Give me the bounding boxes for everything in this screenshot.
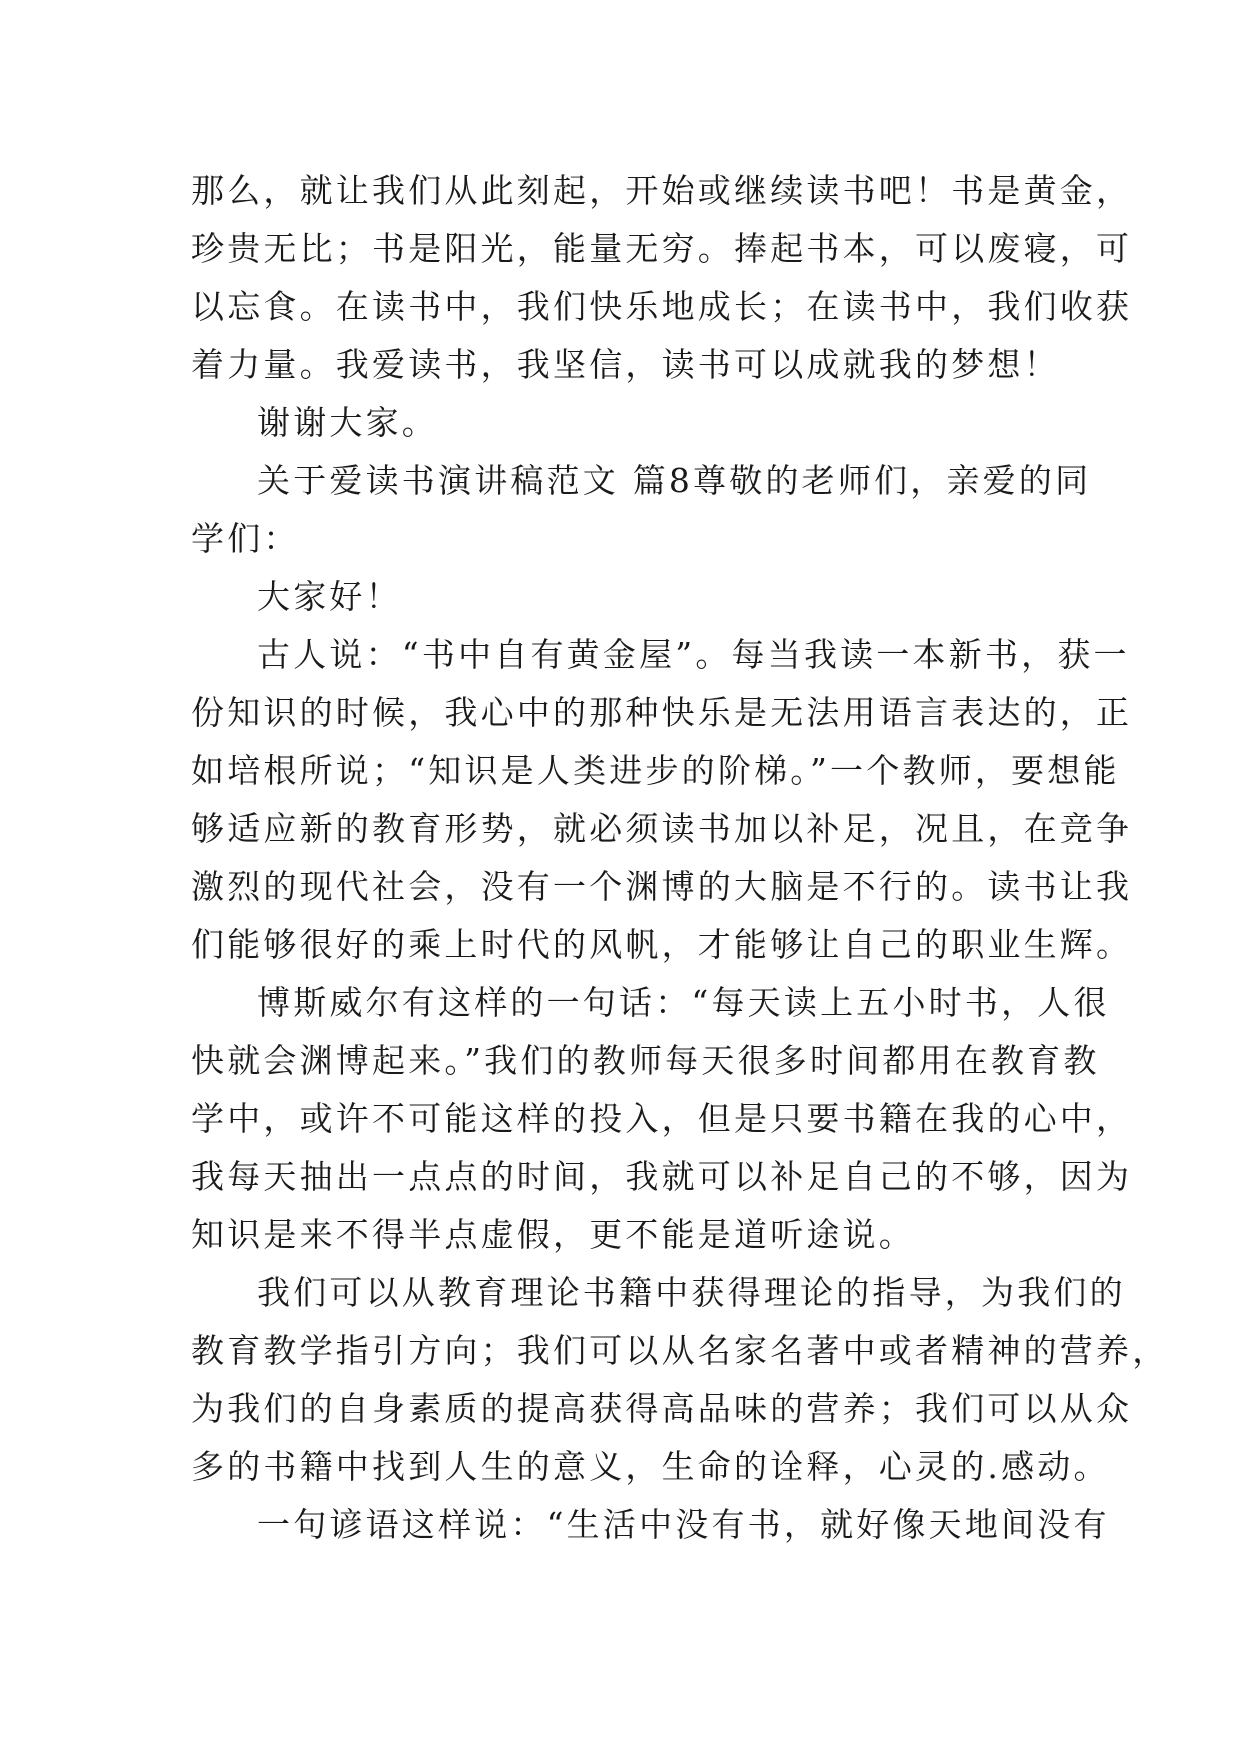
- text-line: 博斯威尔有这样的一句话：“每天读上五小时书，人很: [257, 983, 1110, 1022]
- text-line: 多的书籍中找到人生的意义，生命的诠释，心灵的.感动。: [191, 1447, 1110, 1486]
- text-line: 以忘食。在读书中，我们快乐地成长；在读书中，我们收获: [191, 287, 1133, 326]
- text-line: 学中，或许不可能这样的投入，但是只要书籍在我的心中，: [191, 1099, 1133, 1138]
- text-line: 我每天抽出一点点的时间，我就可以补足自己的不够，因为: [191, 1157, 1133, 1196]
- text-line: 学们：: [191, 519, 300, 558]
- text-line: 珍贵无比；书是阳光，能量无穷。捧起书本，可以废寝，可: [191, 229, 1133, 268]
- document-body-text: [191, 162, 1169, 1554]
- text-line: 知识是来不得半点虚假，更不能是道听途说。: [191, 1215, 915, 1254]
- text-line: 关于爱读书演讲稿范文 篇8尊敬的老师们，亲爱的同: [257, 461, 1092, 500]
- text-line: 那么，就让我们从此刻起，开始或继续读书吧！书是黄金，: [191, 171, 1133, 210]
- text-line: 们能够很好的乘上时代的风帆，才能够让自己的职业生辉。: [191, 925, 1133, 964]
- text-line: 一句谚语这样说：“生活中没有书，就好像天地间没有: [257, 1505, 1110, 1544]
- text-line: 我们可以从教育理论书籍中获得理论的指导，为我们的: [257, 1273, 1126, 1312]
- text-line: 古人说：“书中自有黄金屋”。每当我读一本新书，获一: [257, 635, 1130, 674]
- text-line: 教育教学指引方向；我们可以从名家名著中或者精神的营养，: [191, 1331, 1169, 1370]
- text-line: 激烈的现代社会，没有一个渊博的大脑是不行的。读书让我: [191, 867, 1133, 906]
- text-line: 大家好！: [257, 577, 402, 616]
- text-line: 快就会渊博起来。”我们的教师每天很多时间都用在教育教: [191, 1041, 1100, 1080]
- text-line: 为我们的自身素质的提高获得高品味的营养；我们可以从众: [191, 1389, 1133, 1428]
- text-line: 谢谢大家。: [257, 403, 438, 442]
- text-line: 如培根所说；“知识是人类进步的阶梯。”一个教师，要想能: [191, 751, 1120, 790]
- text-line: 着力量。我爱读书，我坚信，读书可以成就我的梦想！: [191, 345, 1060, 384]
- text-line: 够适应新的教育形势，就必须读书加以补足，况且，在竞争: [191, 809, 1133, 848]
- text-line: 份知识的时候，我心中的那种快乐是无法用语言表达的，正: [191, 693, 1133, 732]
